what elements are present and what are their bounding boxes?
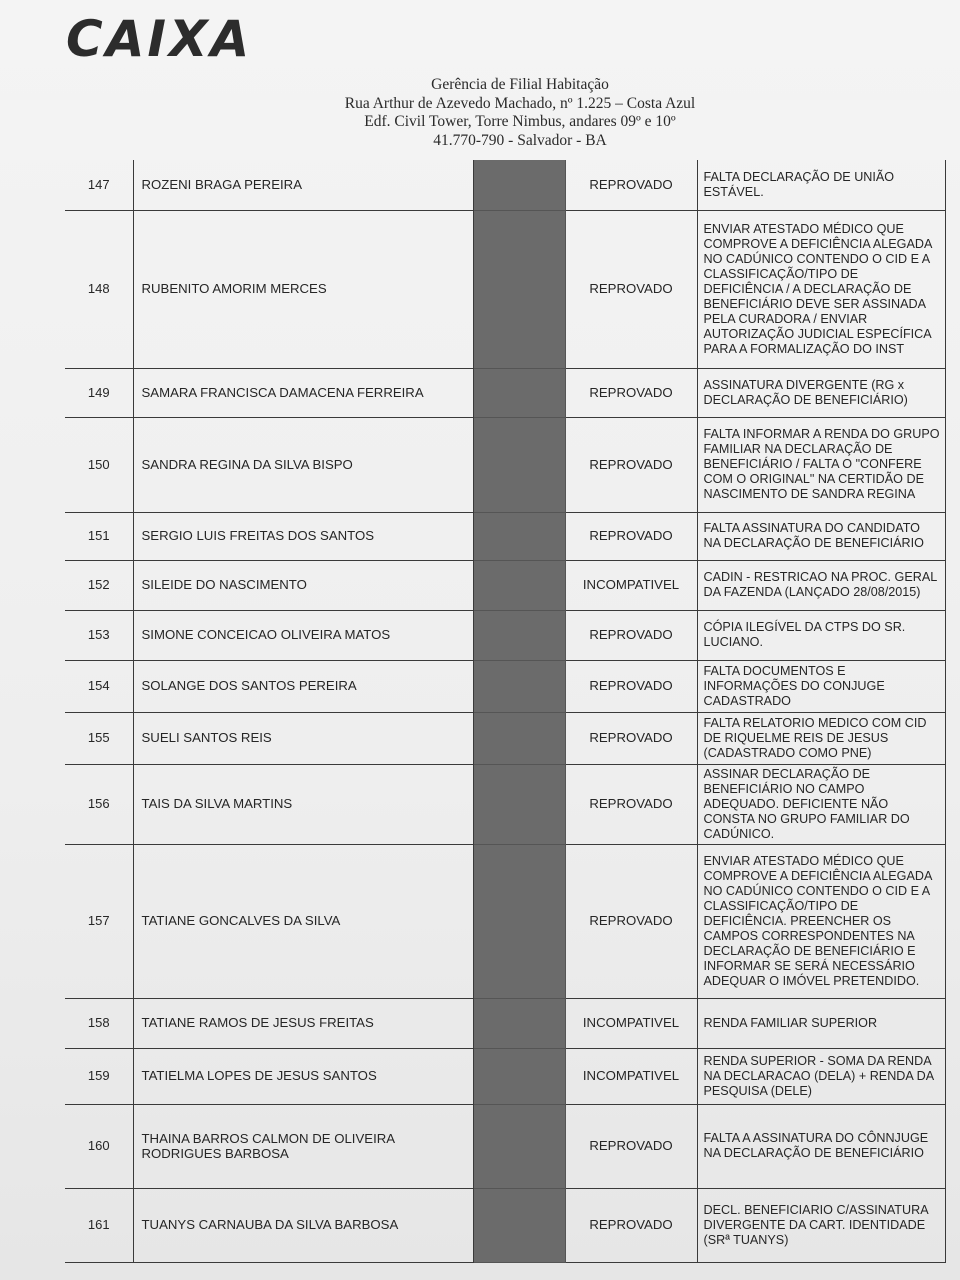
observation-cell: FALTA INFORMAR A RENDA DO GRUPO FAMILIAR NA DECLARAÇÃO DE BENEFICIÁRIO / FALTA O "CONFERE COM O ORIGINAL" NA CERTIDÃO DE NASCIMENTO DE SANDRA REGINA (697, 417, 945, 512)
status-cell: REPROVADO (565, 844, 697, 998)
status-cell: REPROVADO (565, 210, 697, 368)
redacted-column (473, 1048, 565, 1104)
redacted-column (473, 160, 565, 210)
candidate-name: SOLANGE DOS SANTOS PEREIRA (133, 660, 473, 712)
table-row (65, 1188, 945, 1262)
redacted-column (473, 998, 565, 1048)
redacted-column (473, 844, 565, 998)
table-row (65, 368, 945, 417)
status-cell: REPROVADO (565, 712, 697, 764)
row-number: 154 (65, 660, 133, 712)
status-cell: REPROVADO (565, 660, 697, 712)
table-row (65, 417, 945, 512)
header-line-2: Rua Arthur de Azevedo Machado, nº 1.225 – Costa Azul (344, 94, 696, 112)
redacted-column (473, 610, 565, 660)
header-line-4: 41.770-790 - Salvador - BA (433, 131, 607, 149)
redacted-column (473, 560, 565, 610)
row-number: 150 (65, 417, 133, 512)
observation-cell: FALTA DECLARAÇÃO DE UNIÃO ESTÁVEL. (697, 160, 945, 210)
table-row (65, 1048, 945, 1104)
observation-cell: FALTA RELATORIO MEDICO COM CID DE RIQUELME REIS DE JESUS (CADASTRADO COMO PNE) (697, 712, 945, 764)
header-line-1: Gerência de Filial Habitação (431, 76, 609, 93)
redacted-column (473, 417, 565, 512)
row-number: 152 (65, 560, 133, 610)
redacted-column (473, 1104, 565, 1188)
table-row (65, 764, 945, 844)
candidate-name: TATIANE RAMOS DE JESUS FREITAS (133, 998, 473, 1048)
candidate-name: SILEIDE DO NASCIMENTO (133, 560, 473, 610)
status-cell: REPROVADO (565, 610, 697, 660)
redacted-column (473, 660, 565, 712)
observation-cell: FALTA A ASSINATURA DO CÔNNJUGE NA DECLARAÇÃO DE BENEFICIÁRIO (697, 1104, 945, 1188)
observation-cell: ENVIAR ATESTADO MÉDICO QUE COMPROVE A DEFICIÊNCIA ALEGADA NO CADÚNICO CONTENDO O CID E A CLASSIFICAÇÃO/TIPO DE DEFICIÊNCIA / A DECLARAÇÃO DE BENEFICIÁRIO DEVE SER ASSINADA PELA CURADORA / ENVIAR AUTORIZAÇÃO JUDICIAL ESPECÍFICA PARA A FORMALIZAÇÃO DO INST (697, 210, 945, 368)
table-row (65, 210, 945, 368)
observation-cell: ASSINAR DECLARAÇÃO DE BENEFICIÁRIO NO CAMPO ADEQUADO. DEFICIENTE NÃO CONSTA NO GRUPO FAMILIAR DO CADÚNICO. (697, 764, 945, 844)
candidate-name: TATIELMA LOPES DE JESUS SANTOS (133, 1048, 473, 1104)
table-row (65, 712, 945, 764)
row-number: 153 (65, 610, 133, 660)
candidate-name: TAIS DA SILVA MARTINS (133, 764, 473, 844)
candidate-name: SANDRA REGINA DA SILVA BISPO (133, 417, 473, 512)
candidate-name: THAINA BARROS CALMON DE OLIVEIRA RODRIGUES BARBOSA (133, 1104, 473, 1188)
table-row (65, 998, 945, 1048)
row-number: 149 (65, 368, 133, 417)
status-cell: REPROVADO (565, 1188, 697, 1262)
redacted-column (473, 512, 565, 560)
status-cell: INCOMPATIVEL (565, 998, 697, 1048)
status-cell: REPROVADO (565, 1104, 697, 1188)
table-row (65, 560, 945, 610)
observation-cell: FALTA DOCUMENTOS E INFORMAÇÕES DO CONJUGE CADASTRADO (697, 660, 945, 712)
row-number: 151 (65, 512, 133, 560)
candidate-name: SERGIO LUIS FREITAS DOS SANTOS (133, 512, 473, 560)
observation-cell: RENDA FAMILIAR SUPERIOR (697, 998, 945, 1048)
redacted-column (473, 712, 565, 764)
status-cell: INCOMPATIVEL (565, 1048, 697, 1104)
table-row (65, 160, 945, 210)
candidate-name: ROZENI BRAGA PEREIRA (133, 160, 473, 210)
observation-cell: CADIN - RESTRICAO NA PROC. GERAL DA FAZENDA (LANÇADO 28/08/2015) (697, 560, 945, 610)
status-cell: REPROVADO (565, 512, 697, 560)
redacted-column (473, 1188, 565, 1262)
status-cell: REPROVADO (565, 368, 697, 417)
observation-cell: RENDA SUPERIOR - SOMA DA RENDA NA DECLARACAO (DELA) + RENDA DA PESQUISA (DELE) (697, 1048, 945, 1104)
candidate-name: RUBENITO AMORIM MERCES (133, 210, 473, 368)
table-row (65, 1104, 945, 1188)
observation-cell: CÓPIA ILEGÍVEL DA CTPS DO SR. LUCIANO. (697, 610, 945, 660)
row-number: 159 (65, 1048, 133, 1104)
row-number: 157 (65, 844, 133, 998)
table-row (65, 844, 945, 998)
table-row (65, 610, 945, 660)
observation-cell: ENVIAR ATESTADO MÉDICO QUE COMPROVE A DEFICIÊNCIA ALEGADA NO CADÚNICO CONTENDO O CID E A CLASSIFICAÇÃO/TIPO DE DEFICIÊNCIA. PREENCHER OS CAMPOS CORRESPONDENTES NA DECLARAÇÃO DE BENEFICIÁRIO E INFORMAR SE SERÁ NECESSÁRIO ADEQUAR O IMÓVEL PRETENDIDO. (697, 844, 945, 998)
row-number: 158 (65, 998, 133, 1048)
row-number: 155 (65, 712, 133, 764)
status-cell: REPROVADO (565, 764, 697, 844)
row-number: 156 (65, 764, 133, 844)
status-cell: INCOMPATIVEL (565, 560, 697, 610)
row-number: 160 (65, 1104, 133, 1188)
row-number: 161 (65, 1188, 133, 1262)
observation-cell: ASSINATURA DIVERGENTE (RG x DECLARAÇÃO DE BENEFICIÁRIO) (697, 368, 945, 417)
caixa-logo: CAIXA (66, 10, 253, 68)
letterhead (310, 76, 730, 150)
redacted-column (473, 368, 565, 417)
status-cell: REPROVADO (565, 417, 697, 512)
candidate-name: TUANYS CARNAUBA DA SILVA BARBOSA (133, 1188, 473, 1262)
header-line-3: Edf. Civil Tower, Torre Nimbus, andares 09º e 10º (364, 113, 676, 130)
observation-cell: DECL. BENEFICIARIO C/ASSINATURA DIVERGENTE DA CART. IDENTIDADE (SRª TUANYS) (697, 1188, 945, 1262)
candidate-name: TATIANE GONCALVES DA SILVA (133, 844, 473, 998)
candidate-name: SUELI SANTOS REIS (133, 712, 473, 764)
row-number: 147 (65, 160, 133, 210)
status-cell: REPROVADO (565, 160, 697, 210)
redacted-column (473, 764, 565, 844)
row-number: 148 (65, 210, 133, 368)
table-row (65, 660, 945, 712)
redacted-column (473, 210, 565, 368)
table-row (65, 512, 945, 560)
observation-cell: FALTA ASSINATURA DO CANDIDATO NA DECLARAÇÃO DE BENEFICIÁRIO (697, 512, 945, 560)
candidate-table (65, 160, 946, 1263)
candidate-name: SAMARA FRANCISCA DAMACENA FERREIRA (133, 368, 473, 417)
candidate-name: SIMONE CONCEICAO OLIVEIRA MATOS (133, 610, 473, 660)
